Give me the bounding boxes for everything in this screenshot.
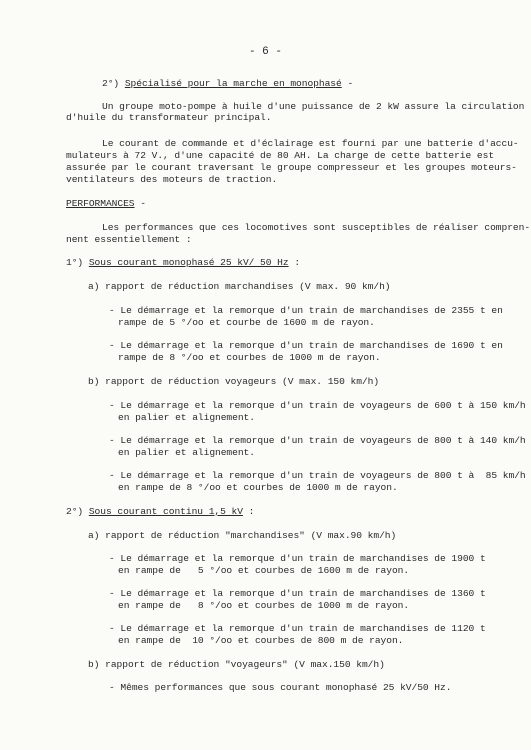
subsection-number: 1°) [66, 257, 84, 268]
list-item-line: - Le démarrage et la remorque d'un train de marchandises de 1690 t en [109, 340, 503, 351]
category-label: a) rapport de réduction "marchandises" (V max.90 km/h) [88, 530, 397, 541]
page-number: - 6 - [248, 46, 282, 58]
list-item-line: en rampe de 5 °/oo et courbes de 1600 m de rayon. [118, 565, 410, 576]
list-item-line: rampe de 8 °/oo et courbes de 1000 m de rayon. [118, 352, 381, 363]
performances-title: PERFORMANCES [66, 198, 135, 209]
list-item-line: - Le démarrage et la remorque d'un train de marchandises de 1360 t [109, 588, 486, 599]
list-item-line: - Le démarrage et la remorque d'un train de marchandises de 1120 t [109, 623, 486, 634]
list-item-line: - Le démarrage et la remorque d'un train de voyageurs de 800 t à 140 km/h [109, 435, 526, 446]
performances-heading [66, 198, 146, 210]
subsection-title: Sous courant continu 1,5 kV [88, 506, 243, 517]
section-heading [102, 78, 353, 90]
list-item-line: - Mêmes performances que sous courant monophasé 25 kV/50 Hz. [109, 682, 452, 693]
paragraph-line: ventilateurs des moteurs de traction. [66, 174, 278, 185]
subsection-title: Sous courant monophasé 25 kV/ 50 Hz [88, 257, 289, 268]
list-item-line: - Le démarrage et la remorque d'un train de marchandises de 2355 t en [109, 305, 503, 316]
paragraph-line: mulateurs à 72 V., d'une capacité de 80 AH. La charge de cette batterie est [66, 150, 495, 161]
subsection-colon: : [294, 257, 301, 268]
subsection-colon: : [248, 506, 255, 517]
category-label: a) rapport de réduction marchandises (V max. 90 km/h) [88, 281, 391, 292]
paragraph-line: d'huile du transformateur principal. [66, 112, 272, 123]
list-item-line: en palier et alignement. [118, 447, 255, 458]
list-item-line: - Le démarrage et la remorque d'un train de voyageurs de 800 t à 85 km/h [109, 470, 526, 481]
paragraph-line: Les performances que ces locomotives sont susceptibles de réaliser compren- [102, 222, 531, 233]
performances-dash: - [140, 198, 146, 209]
section-dash: - [347, 78, 354, 89]
paragraph-line: Le courant de commande et d'éclairage est fourni par une batterie d'accu- [102, 138, 519, 149]
paragraph-line: assurée par le courant traversant le groupe compresseur et les groupes moteurs- [66, 162, 517, 173]
list-item-line: rampe de 5 °/oo et courbe de 1600 m de rayon. [118, 317, 375, 328]
section-number: 2°) [102, 78, 120, 89]
list-item-line: en rampe de 8 °/oo et courbes de 1000 m de rayon. [118, 600, 410, 611]
paragraph-line: Un groupe moto-pompe à huile d'une puissance de 2 kW assure la circulation [102, 101, 525, 112]
subsection-heading [66, 257, 300, 269]
subsection-heading [66, 506, 254, 518]
list-item-line: en rampe de 8 °/oo et courbes de 1000 m de rayon. [118, 482, 398, 493]
list-item-line: - Le démarrage et la remorque d'un train de marchandises de 1900 t [109, 553, 486, 564]
list-item-line: - Le démarrage et la remorque d'un train de voyageurs de 600 t à 150 km/h [109, 400, 526, 411]
category-label: b) rapport de réduction voyageurs (V max. 150 km/h) [88, 376, 380, 387]
paragraph-line: nent essentiellement : [66, 234, 192, 245]
list-item-line: en palier et alignement. [118, 412, 255, 423]
section-title: Spécialisé pour la marche en monophasé [124, 78, 342, 89]
category-label: b) rapport de réduction "voyageurs" (V max.150 km/h) [88, 659, 385, 670]
list-item-line: en rampe de 10 °/oo et courbes de 800 m de rayon. [118, 635, 404, 646]
subsection-number: 2°) [66, 506, 84, 517]
